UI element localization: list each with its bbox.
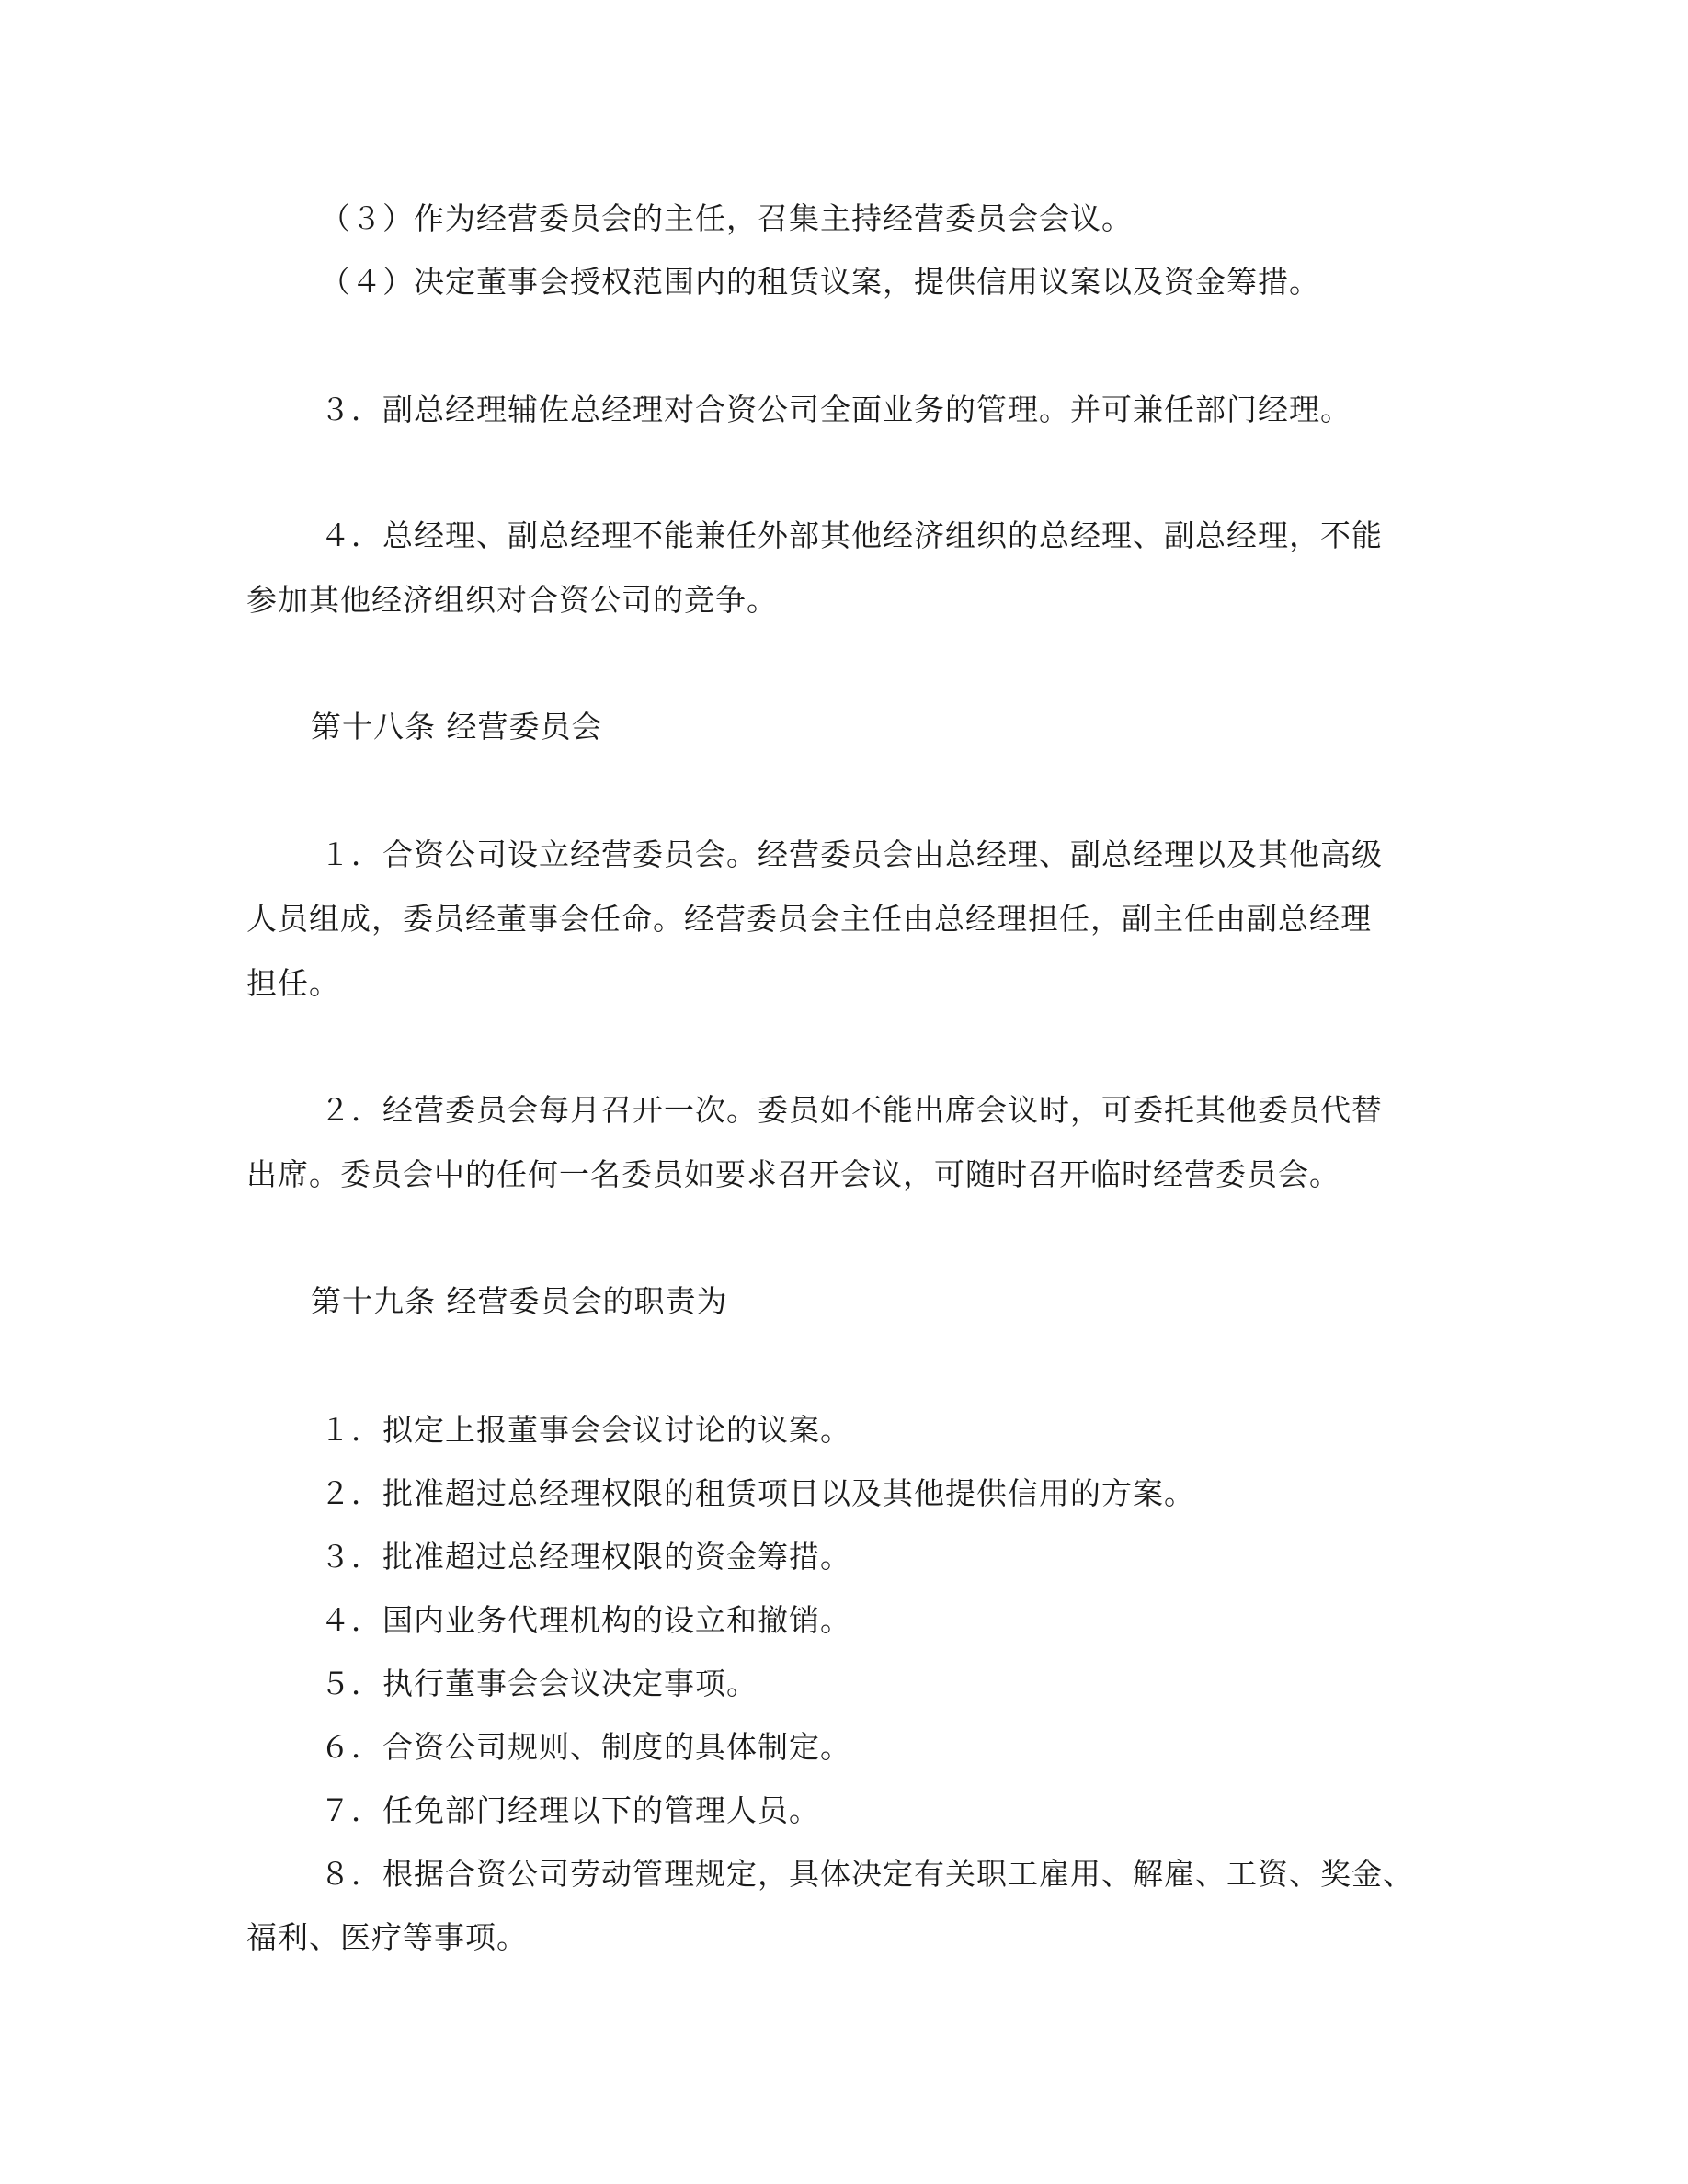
paragraph-4-line1: ４．总经理、副总经理不能兼任外部其他经济组织的总经理、副总经理，不能 [320,518,1383,553]
clause17-item4: （４）决定董事会授权范围内的租赁议案，提供信用议案以及资金筹措。 [320,264,1320,300]
article-19-item: １．拟定上报董事会会议讨论的议案。 [320,1412,851,1448]
paragraph-3: ３．副总经理辅佐总经理对合资公司全面业务的管理。并可兼任部门经理。 [320,392,1352,427]
article-19-item: ６．合资公司规则、制度的具体制定。 [320,1729,851,1765]
article-18-p2-line1: ２．经营委员会每月召开一次。委员如不能出席会议时，可委托其他委员代替 [320,1092,1383,1128]
article-18-p1-line3: 担任。 [246,965,340,1001]
article-19-heading: 第十九条 经营委员会的职责为 [311,1283,728,1319]
article-19-item: ２．批准超过总经理权限的租赁项目以及其他提供信用的方案。 [320,1475,1195,1511]
clause17-item3: （３）作为经营委员会的主任，召集主持经营委员会会议。 [320,200,1133,236]
article-18-p2-line2: 出席。委员会中的任何一名委员如要求召开会议，可随时召开临时经营委员会。 [246,1156,1340,1192]
article-18-p1-line1: １．合资公司设立经营委员会。经营委员会由总经理、副总经理以及其他高级 [320,836,1383,872]
article-19-item: ３．批准超过总经理权限的资金筹措。 [320,1539,851,1575]
article-19-item: ５．执行董事会会议决定事项。 [320,1666,758,1701]
article-19-item8-line2: 福利、医疗等事项。 [246,1919,528,1955]
paragraph-4-line2: 参加其他经济组织对合资公司的竞争。 [246,582,778,618]
article-19-item: ４．国内业务代理机构的设立和撤销。 [320,1602,851,1638]
article-19-item8-line1: ８．根据合资公司劳动管理规定，具体决定有关职工雇用、解雇、工资、奖金、 [320,1856,1414,1892]
article-18-p1-line2: 人员组成，委员经董事会任命。经营委员会主任由总经理担任，副主任由副总经理 [246,901,1372,937]
article-19-item: ７．任免部门经理以下的管理人员。 [320,1792,820,1828]
article-18-heading: 第十八条 经营委员会 [311,709,603,745]
